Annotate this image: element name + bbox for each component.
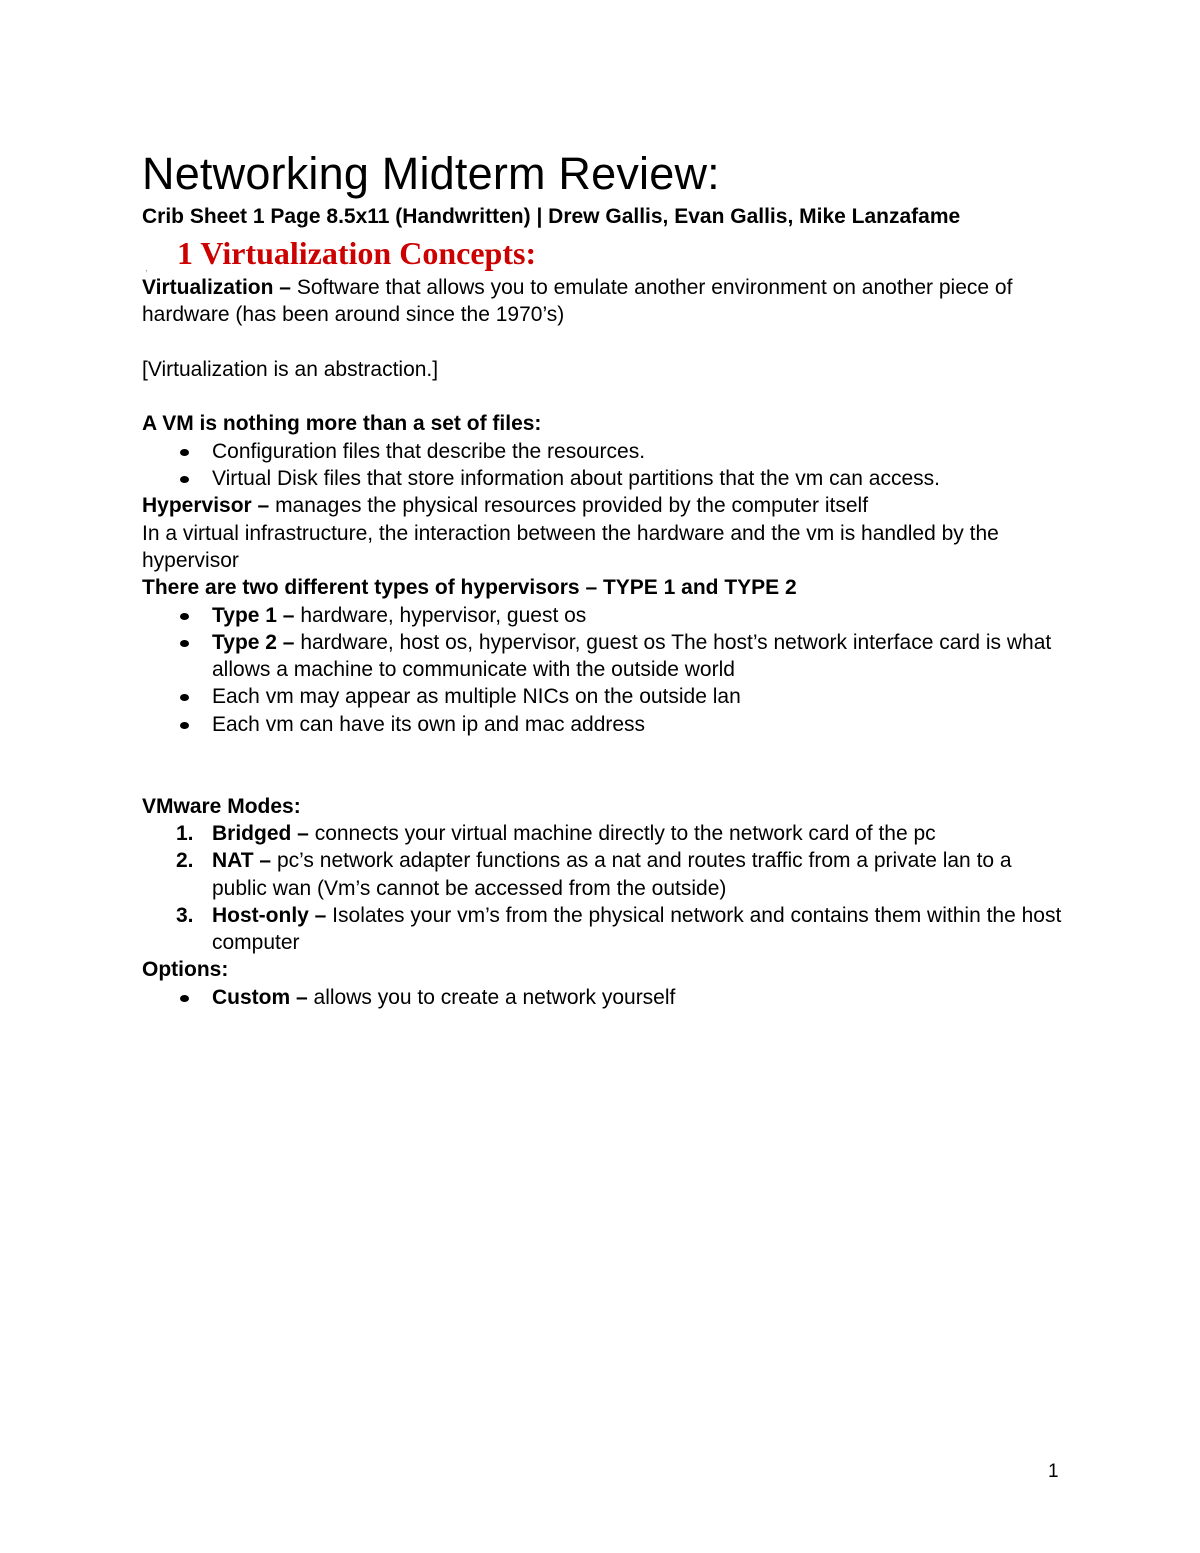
section-marker: , [145,263,148,274]
spacer [142,738,1062,765]
list-item [142,602,1062,629]
bullet-icon [180,995,189,1002]
list-item [142,683,1062,710]
list-item-text: Each vm can have its own ip and mac address [212,712,646,736]
vm-files-list [142,438,1062,493]
bullet-icon [180,722,189,729]
list-item [142,820,1062,847]
modes-heading [142,793,1062,820]
spacer [142,383,1062,410]
vmware-modes-list [142,820,1062,956]
list-item [142,984,1062,1011]
vm-heading [142,410,1062,437]
bullet-icon [180,476,189,483]
hypervisor-text: manages the physical resources provided by the computer itself [269,494,869,518]
list-item-text: Configuration files that describe the resources. [212,439,646,463]
bullet-icon [180,449,189,456]
page-title: Networking Midterm Review: [142,148,720,199]
list-item-term: Type 1 – [212,603,295,627]
list-item-term: Type 2 – [212,630,295,654]
list-item [142,847,1062,902]
options-list [142,984,1062,1011]
list-item [142,438,1062,465]
list-item [142,465,1062,492]
list-item-number: 2. [176,849,194,873]
virtualization-definition [142,274,1062,329]
vm-heading-text: A VM is nothing more than a set of files: [142,412,542,436]
list-item-term: Host-only – [212,903,327,927]
list-item [142,711,1062,738]
section-heading [145,232,1062,274]
spacer [142,329,1062,356]
infrastructure-note: In a virtual infrastructure, the interaction between the hardware and the vm is handled by the hypervisor [142,521,999,572]
list-item-term: Bridged – [212,821,309,845]
document-body [142,146,1062,1011]
list-item-text: Isolates your vm’s from the physical network and contains them within the host computer [212,903,1062,955]
section-heading-text: 1 Virtualization Concepts: [177,235,537,271]
list-item-term: NAT – [212,849,272,873]
list-item-text: pc’s network adapter functions as a nat and routes traffic from a private lan to a public wan (Vm’s cannot be accessed from the outside) [212,849,1012,900]
list-item-text: connects your virtual machine directly to the network card of the pc [308,821,936,845]
list-item [142,629,1062,684]
list-item-text: hardware, hypervisor, guest os [294,603,587,627]
list-item-text: hardware, host os, hypervisor, guest os The host’s network interface card is what allows a machine to communicate with the outside world [212,630,1052,682]
list-item-text: Virtual Disk files that store information about partitions that the vm can access. [212,467,940,491]
list-item-number: 3. [176,903,194,927]
virtualization-text: Software that allows you to emulate another environment on another piece of hardware (has been around since the 1970’s) [142,276,1013,327]
hypervisor-definition [142,492,1062,519]
options-heading [142,956,1062,983]
abstraction-note: [Virtualization is an abstraction.] [142,357,439,381]
modes-heading-text: VMware Modes: [142,794,301,818]
subtitle: Crib Sheet 1 Page 8.5x11 (Handwritten) | Drew Gallis, Evan Gallis, Mike Lanzafame [142,205,961,228]
types-heading [142,574,1062,601]
hypervisor-term: Hypervisor – [142,494,270,518]
virtualization-term: Virtualization – [142,276,291,299]
hypervisor-types-list [142,602,1062,738]
bullet-icon [180,694,189,701]
list-item-number: 1. [176,821,194,845]
list-item [142,902,1062,957]
spacer [142,765,1062,792]
list-item-term: Custom – [212,985,308,1009]
page-number: 1 [1048,1461,1059,1482]
list-item-text: allows you to create a network yourself [307,985,676,1009]
bullet-icon [180,640,189,647]
types-heading-text: There are two different types of hypervisors – TYPE 1 and TYPE 2 [142,576,797,600]
options-heading-text: Options: [142,958,229,982]
bullet-icon [180,613,189,620]
list-item-text: Each vm may appear as multiple NICs on the outside lan [212,685,741,709]
